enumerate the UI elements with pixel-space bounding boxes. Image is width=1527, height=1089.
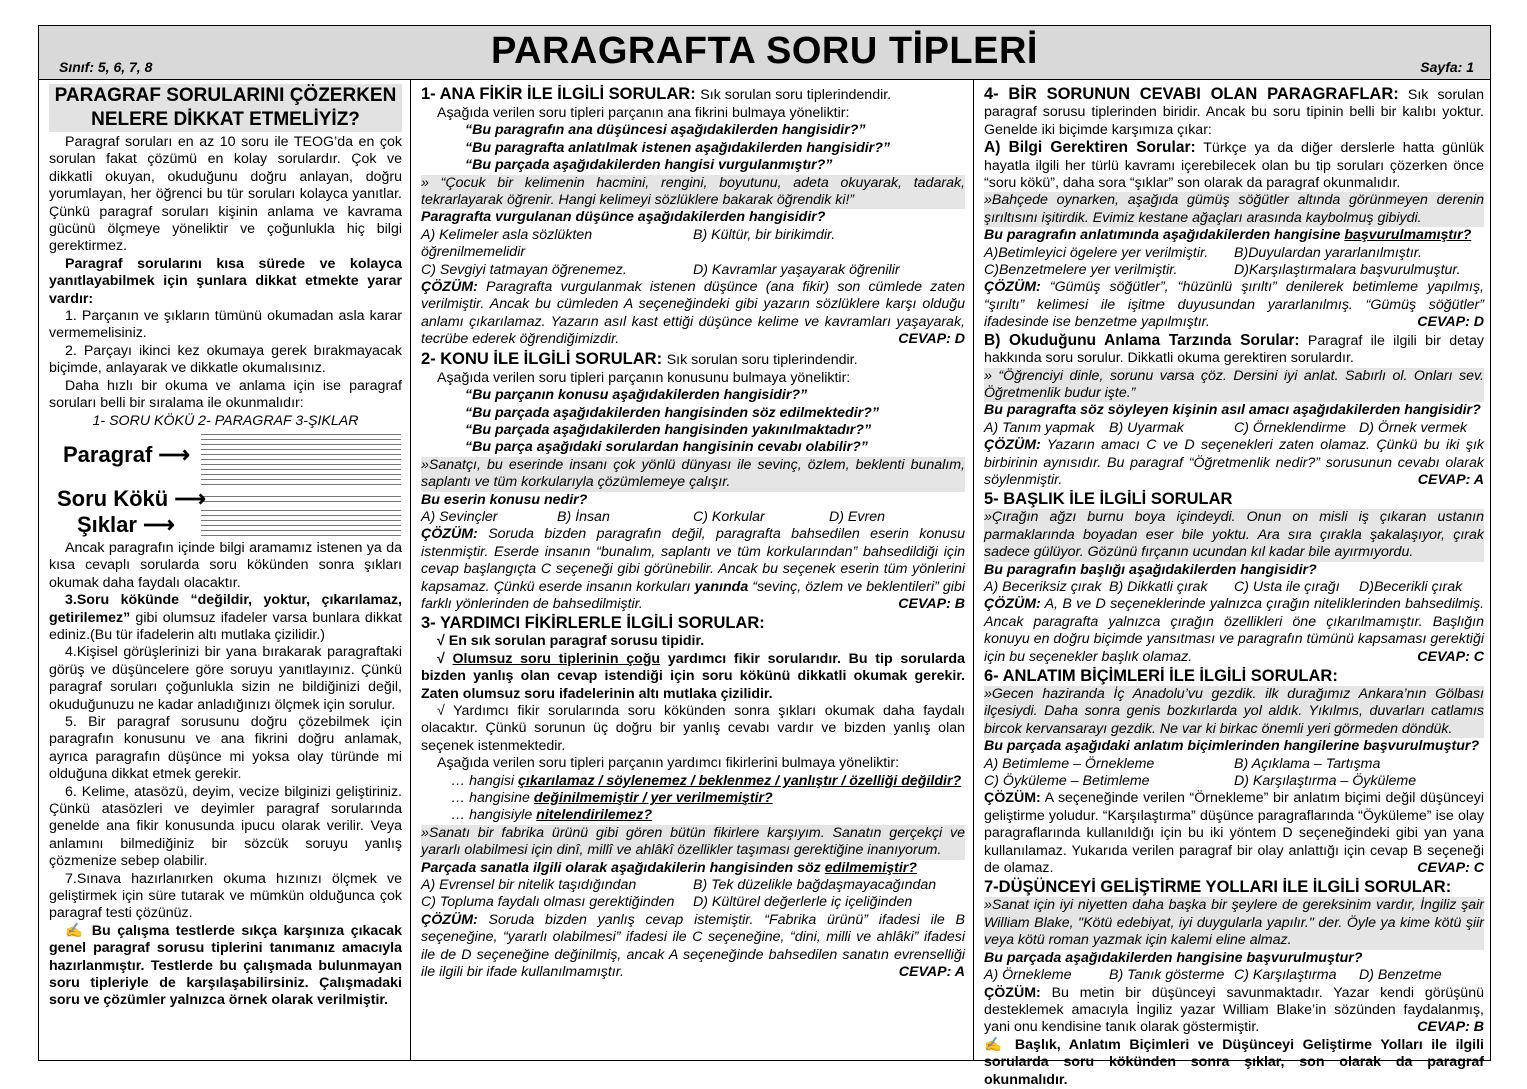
supporting-bullet-2: √ Olumsuz soru tiplerinin çoğu yardımcı fikir sorularıdır. Bu tip sorularda bizden yanlış olan cevap istendiği için soru kökünü dikkatli okumak gerekir. Zaten olumsuz soru ifadelerinin altı mutlaka çizilidir. <box>421 650 965 702</box>
option-d: D) Kültürel değerlerle iç içeliğinden <box>693 894 913 911</box>
option-c: C) Sevgiyi tatmayan öğrenemez. <box>421 261 627 278</box>
tip-4: 4.Kişisel görüşlerinizi bir yana bırakarak paragraftaki görüş ve düşüncelere göre soruyu yanıtlayınız. Çünkü paragraf soruları çoğunlukla sizin ne bildiğinizi değil, okuduğunuzu ne kadar anladığınızı ölçmek için sorulur. <box>49 644 402 713</box>
comprehension-question: Bu paragrafta söz söyleyen kişinin asıl amacı aşağıdakilerden hangisidir? <box>984 402 1481 419</box>
option-c: C) Topluma faydalı olması gerektiğinden <box>421 894 675 911</box>
arrow-right-icon: ⟶ <box>143 511 175 537</box>
option-b: B) Tek düzelikle bağdaşmayacağından <box>693 877 937 894</box>
label-siklar: Şıklar ⟶ <box>77 511 175 537</box>
option-c: C) Korkular <box>693 508 765 525</box>
page-number: Sayfa: 1 <box>1420 59 1474 75</box>
question-anatomy-diagram <box>49 432 402 536</box>
arrow-right-icon: ⟶ <box>174 485 206 511</box>
title-question: Bu paragrafın başlığı aşağıdakilerden hangisidir? <box>984 561 1317 578</box>
label-soru-koku: Soru Kökü ⟶ <box>57 485 206 511</box>
main-idea-question: Paragrafta vurgulanan düşünce aşağıdakilerden hangisidir? <box>421 209 826 226</box>
thought-options <box>984 967 1484 984</box>
tip-3: 3.Soru kökünde “değildir, yoktur, çıkarılamaz, getirilemez” gibi olumsuz ifadeler varsa bunlara dikkat ediniz.(Bu tür ifadelerin altı mutlaka çizilidir.) <box>49 592 402 643</box>
supporting-passage: »Sanatı bir fabrika ürünü gibi gören bütün fikirlere karşıyım. Sanatın gerçekçi ve yararlı olabilmesi için dinî, millî ve ahlâkî özellikler taşıması gerektiğine inanıyorum. <box>421 824 965 859</box>
topic-question: Bu eserin konusu nedir? <box>421 491 588 508</box>
supporting-stem-3: … hangisiyle nitelendirilemez? <box>451 807 653 824</box>
narration-passage: »Gecen haziranda İç Anadolu’vu gezdik. ilk durağımız Ankara’nın Gölbası ilçesiydi. Daha sonra genis bozkırlarda yol aldık. Yıkılmıs, duvarları catlamıs bircok kervansarayı gezdik. Ne var ki birkac önemli yeri görmeden döndük. <box>984 686 1484 737</box>
option-c: C) Örneklendirme <box>1234 419 1346 436</box>
sample-options-image <box>201 508 401 536</box>
main-idea-stem-3: “Bu parçada aşağıdakilerden hangisi vurgulanmıştır?” <box>465 157 833 174</box>
option-c: C) Öyküleme – Betimleme <box>984 773 1150 790</box>
thought-question: Bu parçada aşağıdakilerden hangisine başvurulmuştur? <box>984 949 1363 966</box>
topic-stem-2: “Bu parçada aşağıdakilerden hangisinden söz edilmektedir?” <box>465 404 879 421</box>
option-b: B) Açıklama – Tartışma <box>1234 755 1381 772</box>
option-a: A) Betimleme – Örnekleme <box>984 755 1155 772</box>
option-d: D) Benzetme <box>1359 967 1442 984</box>
option-a: A) Beceriksiz çırak <box>984 578 1102 595</box>
closing-note: ✍ Bu çalışma testlerde sıkça karşınıza çıkacak genel paragraf sorusu tiplerini tanımanız amacıyla hazırlanmıştır. Testlerde bu çalışmada bulunmayan soru tipleriyle de karşılaşabilirsiniz. Çalışmadaki soru ve çözümler yalnızca örnek olarak verilmiştir. <box>49 922 402 1009</box>
pen-icon: ✍ <box>984 1036 1015 1053</box>
topic-passage: »Sanatçı, bu eserinde insanı çok yönlü dünyası ile sevinç, özlem, beklenti bunalım, saplantı ve tüm korkularıyla çözümlemeye çalışır. <box>421 456 965 491</box>
knowledge-answer: CEVAP: D <box>1417 314 1484 331</box>
section-topic-title: 2- KONU İLE İLGİLİ SORULAR: Sık sorulan soru tiplerindendir. <box>421 349 858 368</box>
narration-solution: ÇÖZÜM: A seçeneğinde verilen “Örnekleme” bir anlatım biçimi değil düşünceyi geliştirme yoludur. “Karşılaştırma” düşünce paragraflarında “Öyküleme” ise olay paragraflarında kullanıldığı için bu iki yöntem D seçeneğindeki gibi yan yana kullanılamaz. Yukarıda verilen paragraf bir olay anlattığı için cevap B seçeneği de olamaz. CEVAP: C <box>984 790 1484 877</box>
topic-answer: CEVAP: B <box>898 595 965 612</box>
title-answer: CEVAP: C <box>1417 648 1484 665</box>
narration-answer: CEVAP: C <box>1417 860 1484 877</box>
title-options <box>984 579 1484 596</box>
option-a: A) Evrensel bir nitelik taşıdığından <box>421 877 637 894</box>
comprehension-passage: » “Öğrenciyi dinle, sorunu varsa çöz. Dersini iyi anlat. Sabırlı ol. Onları sev. Öğretmenlik budur işte.” <box>984 367 1484 401</box>
supporting-intro: Aşağıda verilen soru tipleri parçanın yardımcı fikirlerini bulmaya yöneliktir: <box>437 755 900 772</box>
tip-5: 5. Bir paragraf sorusunu doğru çözebilmek için paragrafın konusunu ve ana fikrini doğru anlamak, ayrıca paragrafın düşünce mi yoksa olay türünde mi olduğuna dikkat etmek gerekir. <box>49 713 402 783</box>
option-b: B) Uyarmak <box>1109 419 1184 436</box>
reading-order-intro: Daha hızlı bir okuma ve anlama için ise paragraf soruları belli bir sıralama ile okunmalıdır: <box>49 377 402 412</box>
knowledge-options <box>984 245 1484 280</box>
section-narration-types: 6- ANLATIM BİÇİMLERİ İLE İLGİLİ SORULAR: <box>984 667 1338 685</box>
option-a: A) Örnekleme <box>984 967 1072 984</box>
supporting-question: Parçada sanatla ilgili olarak aşağıdakilerin hangisinden söz edilmemiştir? <box>421 859 917 876</box>
main-idea-passage: » “Çocuk bir kelimenin hacmini, rengini, boyutunu, adeta okuyarak, tadarak, tekrarlayarak öğrenir. Hangi kelimeyi sözlüklere bakarak öğrendik ki!” <box>421 174 965 209</box>
option-d: D) Örnek vermek <box>1359 419 1467 436</box>
page-title: PARAGRAFTA SORU TİPLERİ <box>490 30 1038 72</box>
thought-passage: »Sanat için iyi niyetten daha başka bir şeylere de gereksinim vardır, İngiliz şair William Blake, "Kötü edebiyat, iyi duygularla yapılır." der. Öyle ya kime kötü şiir veya kötü roman yazmak için kalemi eline almaz. <box>984 897 1484 949</box>
main-idea-stem-1: “Bu paragrafın ana düşüncesi aşağıdakilerden hangisidir?” <box>465 122 866 139</box>
option-b: B) Tanık gösterme <box>1109 967 1225 984</box>
supporting-stem-2: … hangisine değinilmemiştir / yer verilmemiştir? <box>451 790 773 807</box>
option-a: A) Kelimeler asla sözlükten öğrenilmemelidir <box>421 226 593 261</box>
knowledge-question: Bu paragrafın anlatımında aşağıdakilerden hangisine başvurulmamıştır? <box>984 227 1472 244</box>
main-idea-options <box>421 227 965 279</box>
option-a: A) Tanım yapmak <box>984 419 1095 436</box>
tips-lead: Paragraf sorularını kısa sürede ve kolayca yanıtlayabilmek için şunlara dikkat etmekte yarar vardır: <box>49 255 402 307</box>
main-idea-solution: ÇÖZÜM: Paragrafta vurgulanmak istenen düşünce (ana fikir) son cümlede zaten verilmiştir. Ancak bu cümleden A seçeneğindeki gibi yazarın sözlüklere karşı olduğu anlamı çıkarılamaz. Yazarın asıl kast ettiği düşünce kelime ve kavramları yaşayarak, tecrübe ederek öğrendiğimizdir. CEVAP: D <box>421 279 965 348</box>
topic-options <box>421 509 965 526</box>
tips-title: PARAGRAF SORULARINI ÇÖZERKEN NELERE DİKKAT ETMELİYİZ? <box>49 84 402 132</box>
comprehension-questions: B) Okuduğunu Anlama Tarzında Sorular: Paragraf ile ilgili bir detay hakkında soru sorulur. Dikkatli okuma gerektiren sorulardır. <box>984 331 1484 367</box>
option-d: D)Becerikli çırak <box>1359 578 1463 595</box>
comprehension-options <box>984 420 1484 437</box>
topic-intro: Aşağıda verilen soru tipleri parçanın konusunu bulmaya yöneliktir: <box>437 369 851 386</box>
sample-question-image <box>201 494 401 504</box>
section-main-idea-title: 1- ANA FİKİR İLE İLGİLİ SORULAR: Sık sorulan soru tiplerindendir. <box>421 85 892 103</box>
option-c: C) Usta ile çırağı <box>1234 578 1340 595</box>
worksheet-page <box>38 25 1491 1088</box>
arrow-right-icon: ⟶ <box>158 441 190 467</box>
option-c: C)Benzetmelere yer verilmiştir. <box>984 262 1178 279</box>
option-a: A) Sevinçler <box>421 508 498 525</box>
comprehension-solution: ÇÖZÜM: Yazarın amacı C ve D seçenekleri zaten olamaz. Çünkü bu iki şık birbirinin aynısıdır. Bu paragraf “Öğretmenlik nedir?” sorusunun cevabı olarak söylenmiştir. CEVAP: A <box>984 437 1484 488</box>
topic-stem-1: “Bu parçanın konusu aşağıdakilerden hangisidir?” <box>465 387 808 404</box>
knowledge-passage: »Bahçede oynarken, aşağıda gümüş söğütler altında görünmeyen derenin şırıltısını işitirdik. Evimiz kestane ağaçları arasında kaybolmuş gibiydi. <box>984 192 1484 226</box>
column-question-types-1 <box>411 80 974 1060</box>
option-b: B)Duyulardan yararlanılmıştır. <box>1234 244 1422 261</box>
option-d: D) Evren <box>829 508 885 525</box>
section-supporting-ideas-title: 3- YARDIMCI FİKİRLERLE İLGİLİ SORULAR: <box>421 614 765 633</box>
thought-answer: CEVAP: B <box>1417 1019 1484 1036</box>
label-paragraf: Paragraf ⟶ <box>63 441 190 467</box>
topic-solution: ÇÖZÜM: Soruda bizden paragrafın değil, paragrafta bahsedilen eserin konusu istenmiştir. Eserde insanın “bunalım, saplantı ve tüm korkularından” bahsedildiği için cevap başlangıçta C seçeneği gibi görünebilir. Ancak bu seçenek eserin tüm yönlerini kapsamaz. Çünkü eserde insanın korkuları yanında “sevinç, özlem ve beklentileri” gibi farklı yönlerinden de bahsedilmiştir. CEVAP: B <box>421 526 966 612</box>
tips-intro: Paragraf soruları en az 10 soru ile TEOG’da en çok sorulan fakat çözümü en kolay sorulardır. Çok ve dikkatli okuyan, okuduğunu doğru anlayan, doğru yorumlayan, her öğrenci bu tür soruları kolayca yanıtlar. Çünkü paragraf soruları kişinin anlama ve kavrama gücünü ölçmeye yöneliktir ve çoğunlukla hiç bilgi gerektirmez. <box>49 134 402 255</box>
tip-short-answer: Ancak paragrafın içinde bilgi aramamız istenen ya da kısa cevaplı sorularda soru kökünden sonra şıkları okumak daha faydalı olacaktır. <box>49 539 402 591</box>
comprehension-answer: CEVAP: A <box>1417 471 1484 488</box>
class-label: Sınıf: 5, 6, 7, 8 <box>59 59 153 75</box>
title-solution: ÇÖZÜM: A, B ve D seçeneklerinde yalnızca çırağın niteliklerinden bahsedilmiş. Ancak paragrafta yalnızca çırağın özellikleri öne çıkarılmamıştır. Başlığın konuyu en doğru biçimde yansıtması ve paragrafın tümünü kapsaması gerektiği için bu seçenekler başlık olamaz. CEVAP: C <box>984 596 1485 665</box>
section-thought-development: 7-DÜŞÜNCEYİ GELİŞTİRME YOLLARI İLE İLGİLİ SORULAR: <box>984 878 1452 897</box>
title-passage: »Çırağın ağzı burnu boya içindeydi. Onun on misli iş çıkaran ustanın parmaklarında boyadan eser bile yoktu. Ara sıra çırakla şakalaşıyor, çırak sadece gülüyor. Gözünü fırçanın ucundan kıl kadar bile ayırmıyordu. <box>984 509 1484 561</box>
supporting-bullet-3: √ Yardımcı fikir sorularında soru kökünden sonra şıkları okumak daha faydalı olacaktır. Çünkü sorunun üç doğru bir yanlış cevabı vardır ve bizden yanlış olan seçenek istenmektedir. <box>421 703 965 754</box>
thought-solution: ÇÖZÜM: Bu metin bir düşünceyi savunmaktadır. Yazar kendi görüşünü desteklemek amacıyla İngiliz yazar William Blake’in sözünden faydalanmış, yani onu kendisine tanık olarak göstermiştir. CEVAP: B <box>984 984 1484 1036</box>
header-bar <box>39 26 1490 80</box>
pen-icon: ✍ <box>65 922 92 939</box>
tip-2: 2. Parçayı ikinci kez okumaya gerek bırakmayacak biçimde, anlayarak ve dikkatle okumalısınız. <box>49 342 402 377</box>
narration-options <box>984 756 1484 791</box>
supporting-solution: ÇÖZÜM: Soruda bizden yanlış cevap istemiştir. “Fabrika ürünü” ifadesi ile B seçeneğine, “yararlı olabilmesi” ifadesi ile C seçeneğine, “dini, milli ve ahlâki” ifadesi ile de D seçeneğine değinilmiş, ancak A seçeneğinde bahsedilen sanatın evrenselliği ile ilgili bir ifade kullanılmamıştır. CEVAP: A <box>421 911 965 981</box>
option-b: B) İnsan <box>557 508 610 525</box>
supporting-answer: CEVAP: A <box>898 964 965 981</box>
supporting-stem-1: … hangisi çıkarılamaz / söylenemez / beklenmez / yanlıştır / özelliği değildir? <box>451 772 962 789</box>
option-d: D) Karşılaştırma – Öyküleme <box>1234 773 1417 790</box>
sample-paragraph-image <box>201 432 401 488</box>
knowledge-solution: ÇÖZÜM: “Gümüş söğütler”, “hüzünlü şırıltı” denilerek betimleme yapılmış, “şırıltı” kelimesi ile işitme duyusundan yararlanılmış. “Gümüş söğütler” ifadesinde ise benzetme yapılmıştır. CEVAP: D <box>984 279 1484 331</box>
topic-stem-4: “Bu parça aşağıdaki sorulardan hangisinin cevabı olabilir?” <box>465 439 868 456</box>
section-title-questions: 5- BAŞLIK İLE İLGİLİ SORULAR <box>984 490 1233 509</box>
main-idea-stem-2: “Bu paragrafta anlatılmak istenen aşağıdakilerden hangisidir?” <box>465 139 890 156</box>
supporting-bullet-1: √ En sık sorulan paragraf sorusu tipidir. <box>437 633 705 650</box>
option-d: D)Karşılaştırmalara başvurulmuştur. <box>1234 262 1461 279</box>
narration-question: Bu parçada aşağıdaki anlatım biçimlerinden hangilerine başvurulmuştur? <box>984 738 1480 755</box>
supporting-options <box>421 877 965 912</box>
option-d: D) Kavramlar yaşayarak öğrenilir <box>693 261 900 278</box>
main-idea-intro: Aşağıda verilen soru tipleri parçanın ana fikrini bulmaya yöneliktir: <box>437 105 850 121</box>
option-a: A)Betimleyici ögelere yer verilmiştir. <box>984 244 1209 261</box>
option-b: B) Dikkatli çırak <box>1109 578 1208 595</box>
option-c: C) Karşılaştırma <box>1234 967 1337 984</box>
column-tips <box>39 80 411 1060</box>
final-note: ✍ Başlık, Anlatım Biçimleri ve Düşünceyi Geliştirme Yolları ile ilgili sorularda soru kökünden sonra şıklar, son olarak da paragraf okunmalıdır. <box>984 1036 1484 1088</box>
column-question-types-2 <box>974 80 1492 1088</box>
topic-stem-3: “Bu parçada aşağıdakilerden hangisinden yakınılmaktadır?” <box>465 421 872 438</box>
reading-order: 1- SORU KÖKÜ 2- PARAGRAF 3-ŞIKLAR <box>92 412 359 429</box>
option-b: B) Kültür, bir birikimdir. <box>693 226 836 243</box>
tip-1: 1. Parçanın ve şıkların tümünü okumadan asla karar vermemelisiniz. <box>49 308 402 342</box>
section-answer-paragraph: 4- BİR SORUNUN CEVABI OLAN PARAGRAFLAR: Sık sorulan paragraf sorusu tiplerinden biridir. Ancak bu soru tipinin belli bir kalıbı yoktur. Genelde iki biçimde karşımıza çıkar: <box>984 85 1484 138</box>
main-idea-answer: CEVAP: D <box>898 331 965 348</box>
tip-6: 6. Kelime, atasözü, deyim, vecize bilginizi geliştiriniz. Çünkü atasözleri ve deyimler paragraf sorularında genelde ana fikir konusunda ipucu olarak verilir. Veya anlamını bilmediğiniz bir sözcük soruyu yanlış çözmenize sebep olabilir. <box>49 783 402 870</box>
knowledge-questions: A) Bilgi Gerektiren Sorular: Türkçe ya da diğer derslerle hatta günlük hayatla ilgili her türlü kavramı içerebilecek olan bu tip soruları çözerken önce “soru kökü”, daha sora “şıklar” son olarak da paragraf okunmalıdır. <box>984 139 1484 192</box>
tip-7: 7.Sınava hazırlanırken okuma hızınızı ölçmek ve geliştirmek için süre tutarak ve mümkün olduğunca çok paragraf testi çözünüz. <box>49 870 402 922</box>
